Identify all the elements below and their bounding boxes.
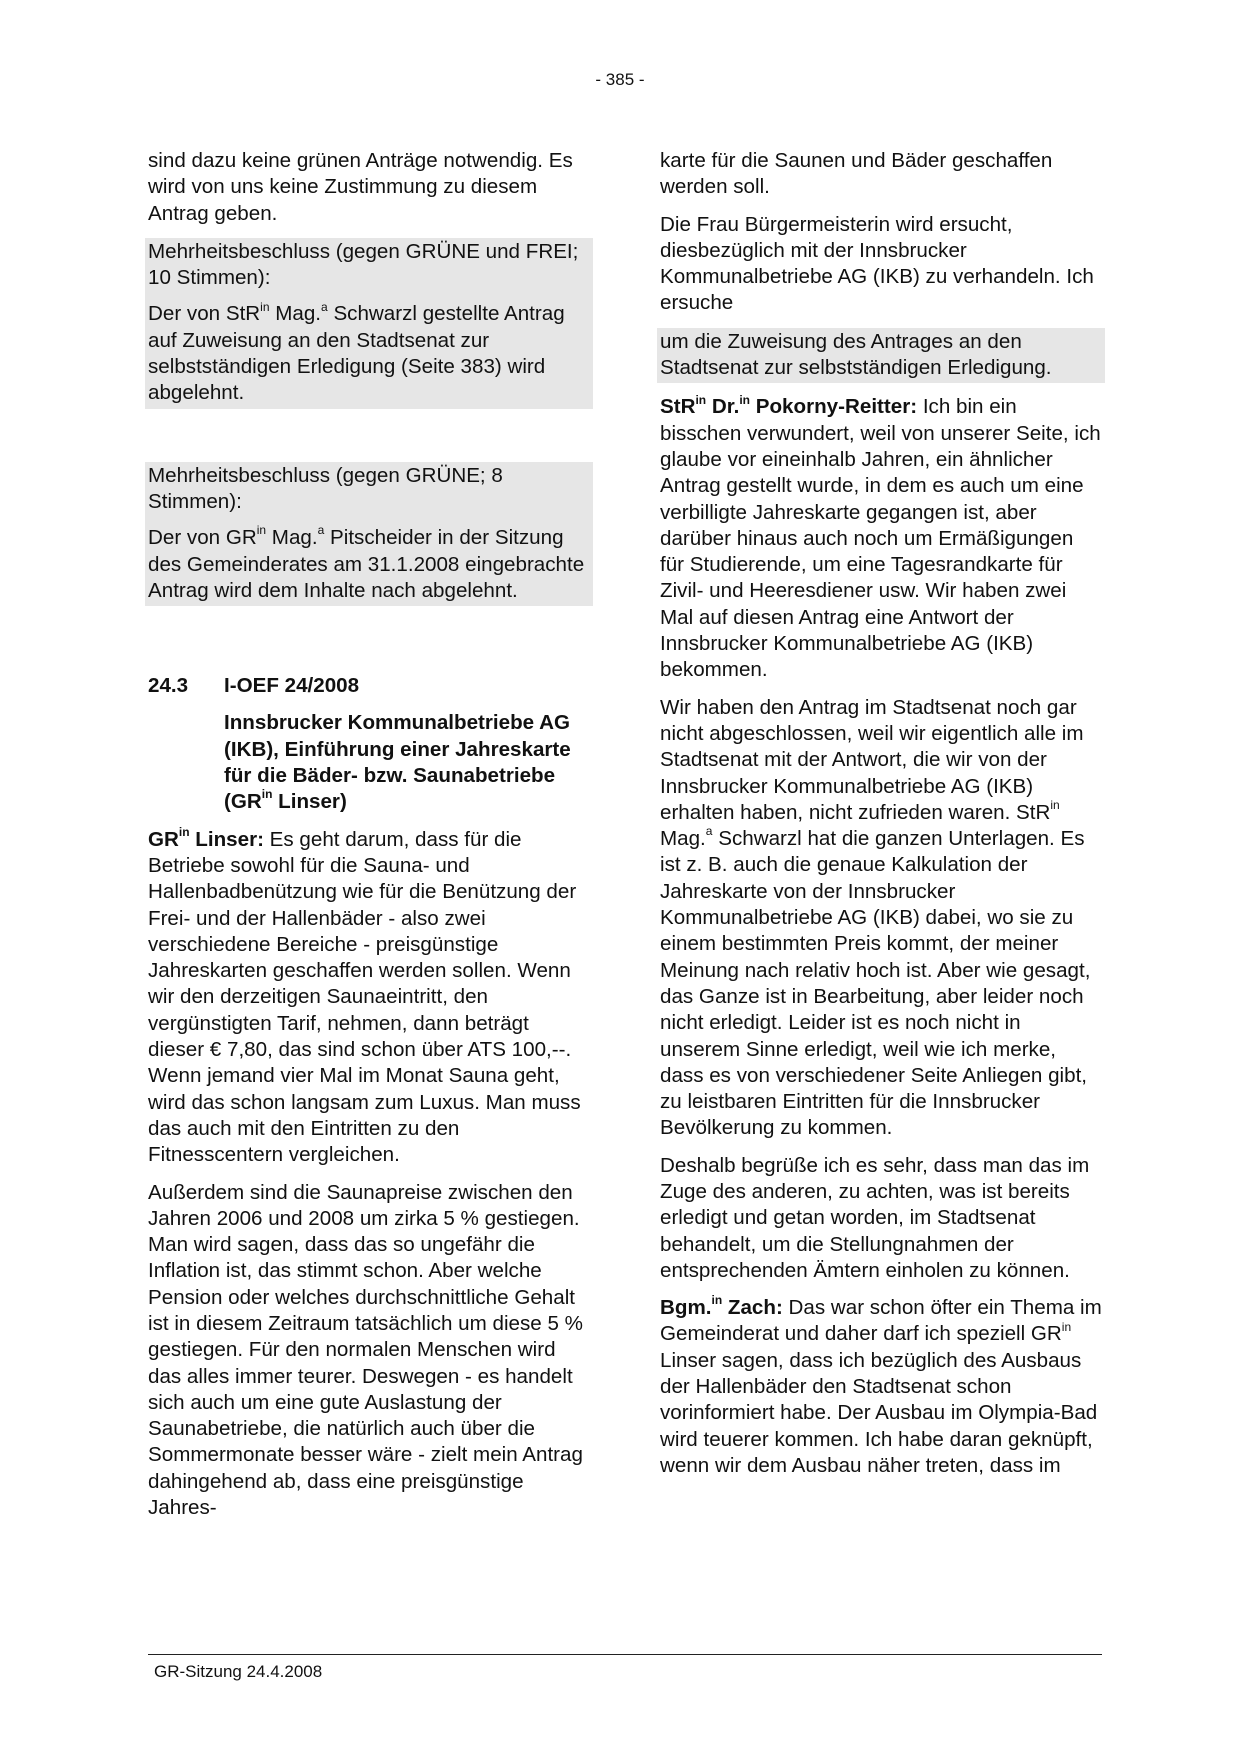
text-segment: StR bbox=[660, 395, 696, 419]
superscript: a bbox=[317, 523, 325, 538]
speech-text: Ich bin ein bisschen verwundert, weil von unserer Seite, ich glaube vor eineinhalb Jahren, ein ähnlicher Antrag gestellt wurde, in dem es auch um eine verbilligte Jahreskarte gegangen ist, aber darüber hinaus auch noch um Ermäßigungen für Studierende, um eine Tagesrandkarte für Zivil- und Heeresdiener usw. Wir haben zwei Mal auf diesen Antrag eine Antwort der Innsbrucker Kommunalbetriebe AG (IKB) bekommen. bbox=[660, 395, 1101, 682]
resolution-box bbox=[145, 462, 593, 606]
text-segment: Schwarzl gestellte Antrag auf Zuweisung an den Stadtsenat zur selbstständigen Erledigung (Seite 383) wird abgelehnt. bbox=[148, 302, 565, 405]
section-code: I-OEF 24/2008 bbox=[224, 674, 360, 698]
superscript: a bbox=[705, 824, 713, 839]
section-number: 24.3 bbox=[148, 674, 189, 698]
text-segment: Mag. bbox=[660, 827, 706, 851]
text-segment: Linser sagen, dass ich bezüglich des Ausbaus der Hallenbäder den Stadtsenat schon vorinformiert habe. Der Ausbau im Olympia-Bad wird teuerer kommen. Ich habe daran geknüpft, wenn wir dem Ausbau näher treten, dass im bbox=[660, 1348, 1098, 1477]
superscript: in bbox=[178, 824, 190, 839]
text-segment: Innsbrucker Kommunalbetriebe AG (IKB), Einführung einer Jahreskarte für die Bäder- bzw. Saunabetriebe (GR bbox=[224, 711, 571, 814]
resolution-box bbox=[145, 238, 593, 409]
superscript: in bbox=[256, 523, 267, 538]
speech-paragraph bbox=[660, 394, 1102, 683]
text-segment: Mag. bbox=[266, 526, 318, 550]
speaker-name bbox=[660, 1293, 783, 1320]
paragraph: Außerdem sind die Saunapreise zwischen den Jahren 2006 und 2008 um zirka 5 % gestiegen. Man wird sagen, dass das so ungefähr die Inflation ist, das stimmt schon. Aber welche Pension oder welches durchschnittliche Gehalt ist in diesem Zeitraum tatsächlich um diese 5 % gestiegen. Für den normalen Menschen wird das alles immer teurer. Deswegen - es handelt sich auch um eine gute Auslastung der Saunabetriebe, die natürlich auch über die Sommermonate besser wäre - zielt mein Antrag dahingehend ab, dass eine preisgünstige Jahres- bbox=[148, 1180, 583, 1520]
superscript: in bbox=[261, 787, 273, 802]
right-column bbox=[660, 148, 1102, 1490]
resolution-text bbox=[148, 301, 590, 406]
speech-paragraph bbox=[660, 1295, 1102, 1479]
resolution-decision: Mehrheitsbeschluss (gegen GRÜNE; 8 Stimmen): bbox=[148, 463, 503, 513]
footer-divider bbox=[148, 1654, 1102, 1655]
text-segment: Linser) bbox=[272, 790, 347, 814]
text-segment: Pokorny-Reitter: bbox=[750, 395, 918, 419]
speaker-name bbox=[660, 392, 918, 419]
section-title bbox=[148, 710, 590, 815]
footer-text: GR-Sitzung 24.4.2008 bbox=[154, 1662, 323, 1681]
superscript: in bbox=[711, 1293, 723, 1308]
resolution-text bbox=[148, 525, 590, 604]
text-segment: Schwarzl hat die ganzen Unterlagen. Es ist z. B. auch die genaue Kalkulation der Jahreskarte von der Innsbrucker Kommunalbetriebe AG (IKB) dabei, wo sie zu einem bestimmten Preis kommt, der meiner Meinung nach relativ hoch ist. Aber wie gesagt, das Ganze ist in Bearbeitung, aber leider noch nicht erledigt. Leider ist es noch nicht in unserem Sinne erledigt, weil wie ich merke, dass es von verschiedener Seite Anliegen gibt, zu leistbaren Eintritten für die Innsbrucker Bevölkerung zu kommen. bbox=[660, 827, 1091, 1140]
text-segment: Dr. bbox=[706, 395, 740, 419]
superscript: in bbox=[1061, 1319, 1072, 1334]
paragraph: karte für die Saunen und Bäder geschaffen werden soll. bbox=[660, 149, 1053, 199]
speech-text: Es geht darum, dass für die Betriebe sowohl für die Sauna- und Hallenbadbenützung wie für die Benützung der Frei- und der Hallenbäder - also zwei verschiedene Bereiche - preisgünstige Jahreskarten geschaffen werden sollen. Wenn wir den derzeitigen Saunaeintritt, den vergünstigten Tarif, nehmen, dann beträgt dieser € 7,80, das sind schon über ATS 100,--. Wenn jemand vier Mal im Monat Sauna geht, wird das schon langsam zum Luxus. Man muss das auch mit den Eintritten zu den Fitnesscentern vergleichen. bbox=[148, 827, 581, 1167]
request-box bbox=[657, 328, 1105, 384]
text-segment: Das war schon öfter ein Thema im Gemeinderat und daher darf ich speziell GR bbox=[660, 1296, 1102, 1346]
speech-paragraph bbox=[148, 824, 590, 1169]
left-column bbox=[148, 148, 590, 1532]
text-segment: Zach: bbox=[722, 1296, 783, 1320]
paragraph: Deshalb begrüße ich es sehr, dass man das im Zuge des anderen, zu achten, was ist bereits erledigt und getan worden, im Stadtsenat behandelt, um die Stellungnahmen der entsprechenden Ämtern einholen zu können. bbox=[660, 1153, 1090, 1282]
request-text: um die Zuweisung des Antrages an den Stadtsenat zur selbstständigen Erledigung. bbox=[660, 329, 1052, 380]
speaker-name bbox=[148, 824, 264, 851]
superscript: in bbox=[1050, 797, 1060, 812]
text-segment: Der von GR bbox=[148, 526, 257, 550]
paragraph bbox=[660, 695, 1102, 1142]
superscript: in bbox=[739, 392, 751, 407]
text-segment: Linser: bbox=[189, 827, 264, 851]
paragraph: sind dazu keine grünen Anträge notwendig. Es wird von uns keine Zustimmung zu diesem Antrag geben. bbox=[148, 149, 573, 225]
paragraph: Die Frau Bürgermeisterin wird ersucht, diesbezüglich mit der Innsbrucker Kommunalbetriebe AG (IKB) zu verhandeln. Ich ersuche bbox=[660, 212, 1094, 315]
page-number: - 385 - bbox=[595, 70, 645, 89]
section-heading bbox=[148, 673, 590, 699]
text-segment: Wir haben den Antrag im Stadtsenat noch gar nicht abgeschlossen, weil wir eigentlich alle im Stadtsenat mit der Antwort, die wir von der Innsbrucker Kommunalbetriebe AG (IKB) erhalten haben, nicht zufrieden waren. StR bbox=[660, 695, 1084, 824]
superscript: in bbox=[695, 392, 707, 407]
text-segment: Bgm. bbox=[660, 1296, 712, 1320]
text-segment: Der von StR bbox=[148, 302, 261, 326]
text-segment: GR bbox=[148, 827, 179, 851]
resolution-decision: Mehrheitsbeschluss (gegen GRÜNE und FREI; 10 Stimmen): bbox=[148, 239, 579, 290]
superscript: in bbox=[260, 299, 270, 314]
superscript: a bbox=[321, 299, 328, 314]
text-segment: Mag. bbox=[269, 302, 322, 326]
text-segment: Pitscheider in der Sitzung des Gemeinderates am 31.1.2008 eingebrachte Antrag wird dem Inhalte nach abgelehnt. bbox=[148, 526, 585, 602]
